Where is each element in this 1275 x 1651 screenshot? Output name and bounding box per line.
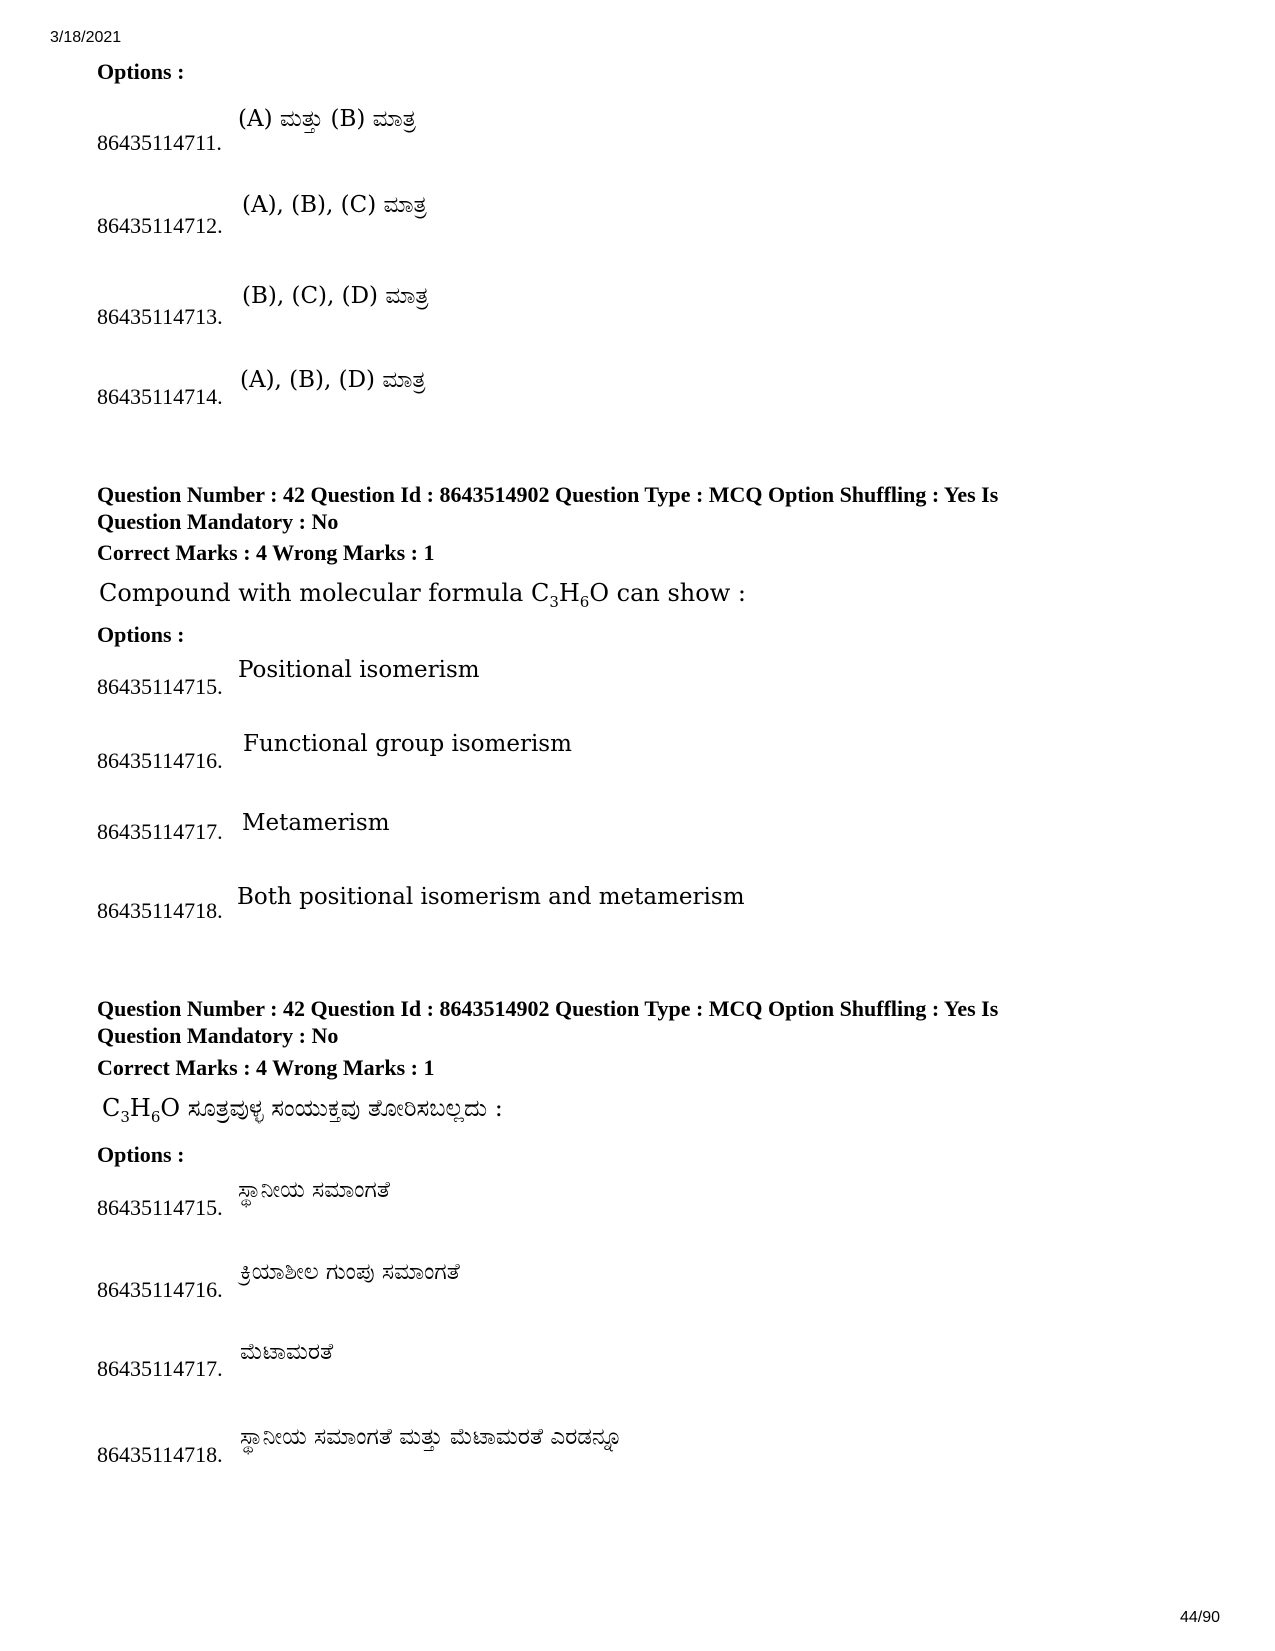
option-text: ಮೆಟಾಮರತೆ bbox=[240, 1339, 334, 1365]
option-text: Positional isomerism bbox=[238, 657, 480, 683]
option-id: 86435114715. bbox=[97, 1195, 223, 1220]
option-text: ಕ್ರಿಯಾಶೀಲ ಗುಂಪು ಸಮಾಂಗತೆ bbox=[240, 1259, 460, 1285]
question-mandatory: Question Mandatory : No bbox=[97, 1023, 339, 1048]
options-label: Options : bbox=[97, 59, 185, 84]
option-text: Functional group isomerism bbox=[243, 731, 572, 757]
option-id: 86435114716. bbox=[97, 1277, 223, 1302]
option-id: 86435114711. bbox=[97, 130, 222, 155]
question-marks: Correct Marks : 4 Wrong Marks : 1 bbox=[97, 1055, 435, 1080]
option-text: Metamerism bbox=[242, 810, 390, 836]
option-text: (B), (C), (D) ಮಾತ್ರ bbox=[242, 283, 429, 309]
question-meta: Question Number : 42 Question Id : 8643514902 Question Type : MCQ Option Shuffling : Yes Is bbox=[97, 996, 999, 1021]
option-id: 86435114716. bbox=[97, 748, 223, 773]
option-id: 86435114717. bbox=[97, 1356, 223, 1381]
question-meta: Question Number : 42 Question Id : 8643514902 Question Type : MCQ Option Shuffling : Yes Is bbox=[97, 482, 999, 507]
option-text: (A) ಮತ್ತು (B) ಮಾತ್ರ bbox=[238, 106, 416, 132]
question-mandatory: Question Mandatory : No bbox=[97, 509, 339, 534]
option-text: Both positional isomerism and metamerism bbox=[237, 884, 745, 910]
option-id: 86435114713. bbox=[97, 304, 223, 329]
options-label: Options : bbox=[97, 1142, 185, 1167]
options-label: Options : bbox=[97, 622, 185, 647]
page-number: 44/90 bbox=[1180, 1609, 1221, 1626]
option-text: (A), (B), (C) ಮಾತ್ರ bbox=[242, 192, 427, 218]
question-text: Compound with molecular formula $C_3H_6O$ can show : bbox=[99, 579, 746, 611]
question-text: $C_3H_6O$ ಸೂತ್ರವುಳ್ಳ ಸಂಯುಕ್ತವು ತೋರಿಸಬಲ್ಲದು : bbox=[102, 1094, 503, 1126]
question-marks: Correct Marks : 4 Wrong Marks : 1 bbox=[97, 540, 435, 565]
option-text: (A), (B), (D) ಮಾತ್ರ bbox=[240, 367, 426, 393]
option-text: ಸ್ಥಾನೀಯ ಸಮಾಂಗತೆ ಮತ್ತು ಮೆಟಾಮರತೆ ಎರಡನ್ನೂ bbox=[240, 1424, 623, 1450]
print-date: 3/18/2021 bbox=[50, 29, 122, 46]
option-id: 86435114712. bbox=[97, 213, 223, 238]
option-id: 86435114715. bbox=[97, 674, 223, 699]
option-id: 86435114718. bbox=[97, 1442, 223, 1467]
option-id: 86435114717. bbox=[97, 819, 223, 844]
option-id: 86435114718. bbox=[97, 898, 223, 923]
option-id: 86435114714. bbox=[97, 384, 223, 409]
option-text: ಸ್ಥಾನೀಯ ಸಮಾಂಗತೆ bbox=[238, 1177, 390, 1203]
